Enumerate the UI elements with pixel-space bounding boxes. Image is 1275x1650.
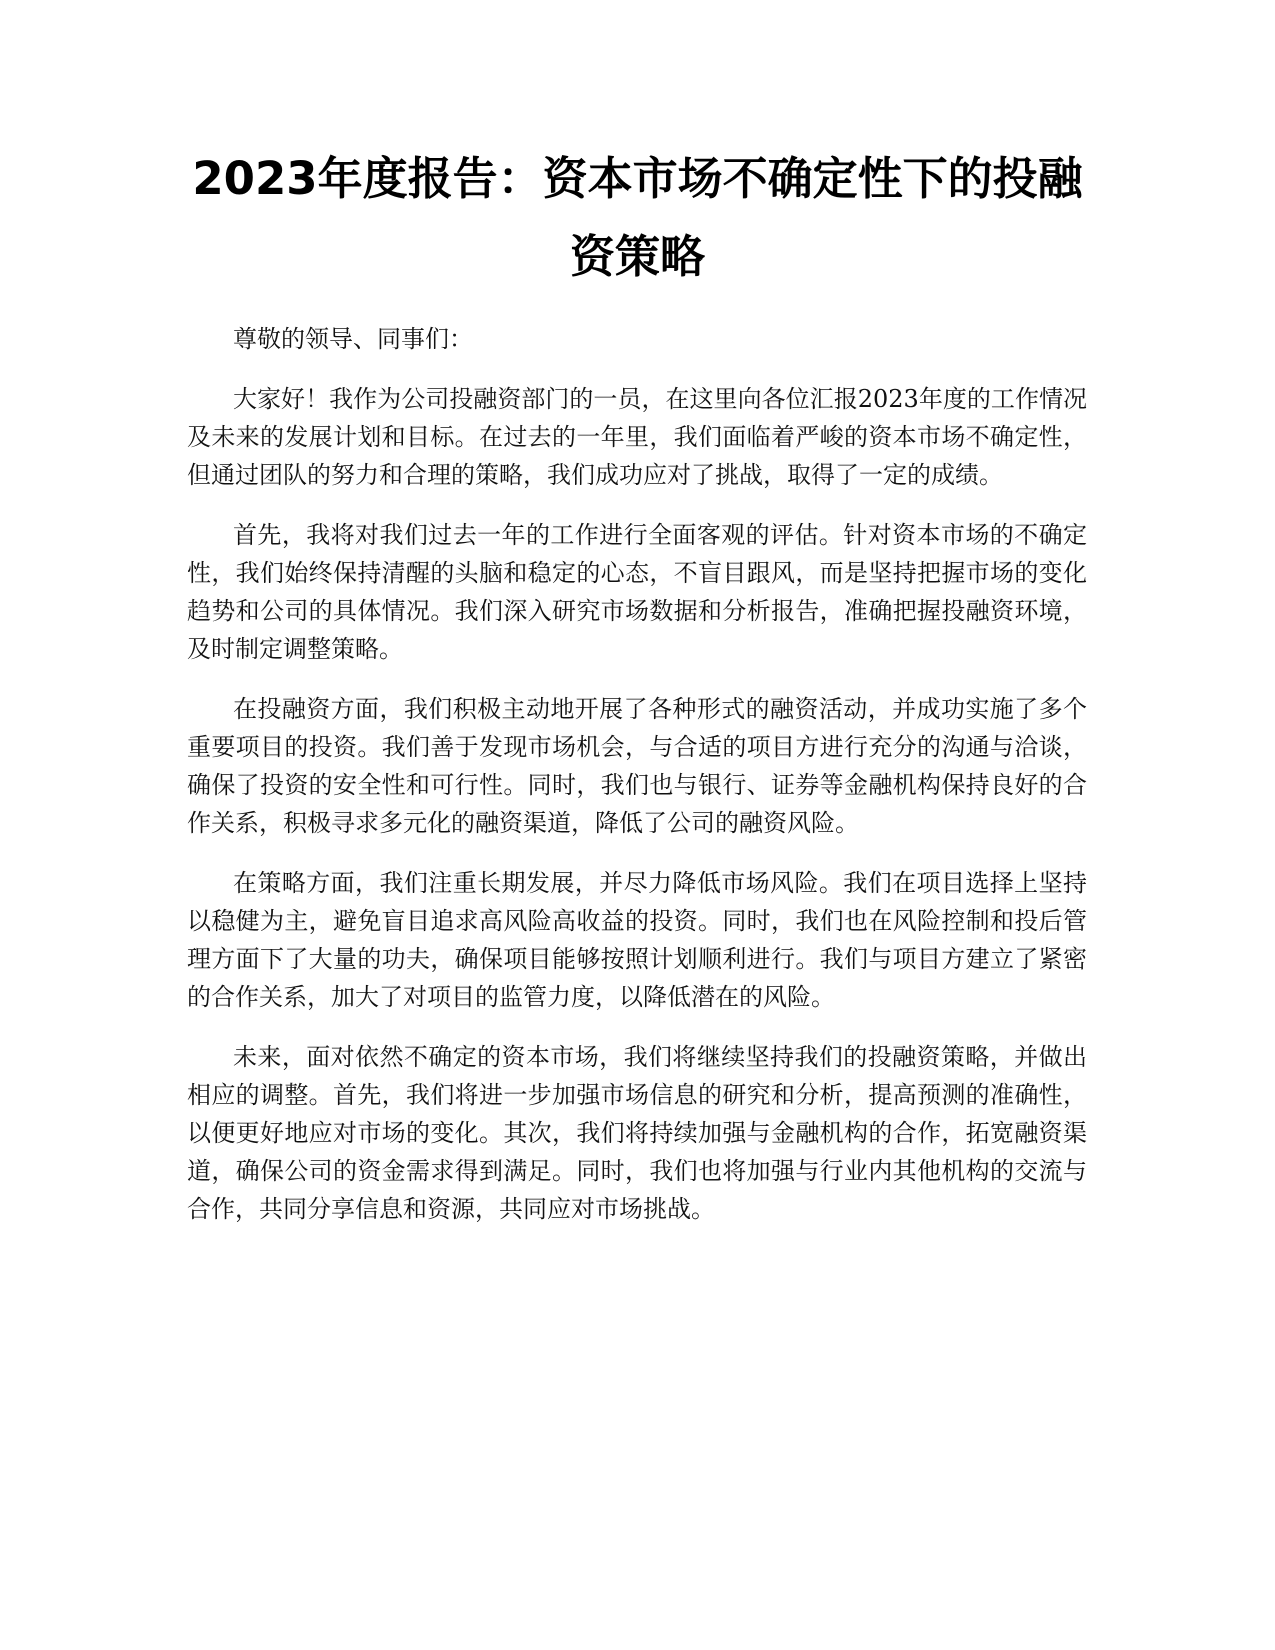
paragraph-intro: 大家好！我作为公司投融资部门的一员，在这里向各位汇报2023年度的工作情况及未来的发展计划和目标。在过去的一年里，我们面临着严峻的资本市场不确定性，但通过团队的努力和合理的策略，我们成功应对了挑战，取得了一定的成绩。 <box>187 385 1087 489</box>
salutation: 尊敬的领导、同事们： <box>233 325 473 353</box>
document-body <box>187 320 1087 1250</box>
paragraph-strategy: 在策略方面，我们注重长期发展，并尽力降低市场风险。我们在项目选择上坚持以稳健为主，避免盲目追求高风险高收益的投资。同时，我们也在风险控制和投后管理方面下了大量的功夫，确保项目能够按照计划顺利进行。我们与项目方建立了紧密的合作关系，加大了对项目的监管力度，以降低潜在的风险。 <box>187 869 1087 1011</box>
paragraph-evaluation: 首先，我将对我们过去一年的工作进行全面客观的评估。针对资本市场的不确定性，我们始终保持清醒的头脑和稳定的心态，不盲目跟风，而是坚持把握市场的变化趋势和公司的具体情况。我们深入研究市场数据和分析报告，准确把握投融资环境，及时制定调整策略。 <box>187 521 1087 663</box>
paragraph-future: 未来，面对依然不确定的资本市场，我们将继续坚持我们的投融资策略，并做出相应的调整。首先，我们将进一步加强市场信息的研究和分析，提高预测的准确性，以便更好地应对市场的变化。其次，我们将持续加强与金融机构的合作，拓宽融资渠道，确保公司的资金需求得到满足。同时，我们也将加强与行业内其他机构的交流与合作，共同分享信息和资源，共同应对市场挑战。 <box>187 1043 1087 1223</box>
paragraph-investment-financing: 在投融资方面，我们积极主动地开展了各种形式的融资活动，并成功实施了多个重要项目的投资。我们善于发现市场机会，与合适的项目方进行充分的沟通与洽谈，确保了投资的安全性和可行性。同时，我们也与银行、证券等金融机构保持良好的合作关系，积极寻求多元化的融资渠道，降低了公司的融资风险。 <box>187 695 1087 837</box>
document-title: 2023年度报告：资本市场不确定性下的投融资策略 <box>192 152 1083 283</box>
